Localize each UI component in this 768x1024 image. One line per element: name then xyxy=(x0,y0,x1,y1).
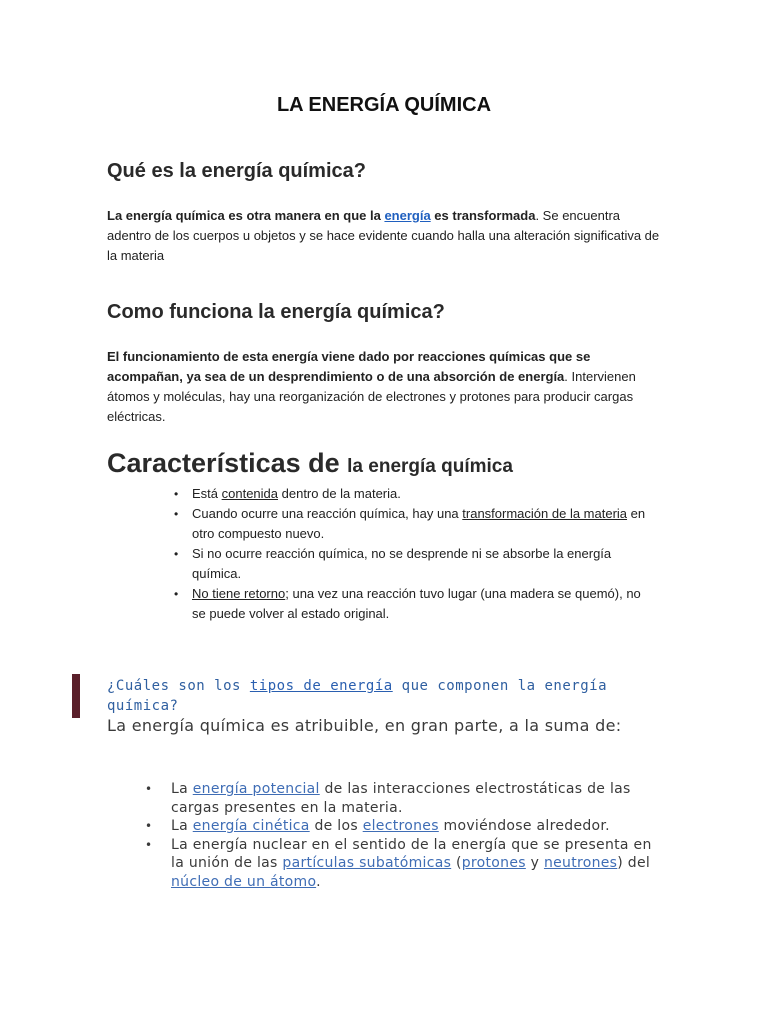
link-energia[interactable]: energía xyxy=(384,208,431,223)
link-protones[interactable]: protones xyxy=(461,855,526,871)
item-text: . xyxy=(316,873,321,890)
paragraph-bold-text: La energía química es otra manera en que la xyxy=(107,208,385,223)
lead-paragraph: La energía química es atribuible, en gran parte, a la suma de: xyxy=(107,716,622,735)
item-text: ; una vez una reacción tuvo lugar (una madera se quemó), no se puede volver al estado original. xyxy=(192,586,641,621)
paragraph-text: . Se encuentra adentro de los cuerpos u objetos y se hace evidente cuando halla una alteración significativa de la materia xyxy=(107,208,660,263)
link-electrones[interactable]: electrones xyxy=(362,818,439,834)
item-text: dentro de la materia. xyxy=(278,486,401,501)
list-item xyxy=(174,504,654,544)
paragraph-que-es xyxy=(107,206,667,266)
link-tipos-de-energia[interactable]: tipos de energía xyxy=(249,678,393,694)
question-text: que componen la energía química? xyxy=(107,678,608,714)
item-underlined-text: No tiene retorno xyxy=(192,586,286,601)
item-text: La xyxy=(171,818,193,834)
item-text: en otro compuesto nuevo. xyxy=(192,506,646,541)
item-text: Está xyxy=(192,486,222,501)
item-underlined-text: transformación de la materia xyxy=(462,506,628,521)
link-neutrones[interactable]: neutrones xyxy=(543,855,618,871)
heading-como-funciona: Como funciona la energía química? xyxy=(107,301,445,323)
item-text: de los xyxy=(309,818,363,834)
heading-big-text: Características de xyxy=(107,448,348,478)
item-text: Si no ocurre reacción química, no se desprende ni se absorbe la energía química. xyxy=(192,546,612,581)
heading-que-es: Qué es la energía química? xyxy=(107,160,366,182)
link-nucleo-de-un-atomo[interactable]: núcleo de un átomo xyxy=(171,873,317,890)
item-text: de las interacciones electrostáticas de las cargas presentes en la materia. xyxy=(171,781,631,816)
item-text: La xyxy=(171,781,193,797)
item-text: ( xyxy=(451,855,462,871)
paragraph-como-funciona xyxy=(107,347,667,427)
list-item xyxy=(145,836,665,892)
paragraph-bold-text: El funcionamiento de esta energía viene dado por reacciones químicas que se acompañan, ya sea de un desprendimiento o de una absorción de energía xyxy=(107,349,591,384)
item-text: ) del xyxy=(617,855,651,871)
item-text: La energía nuclear en el sentido de la energía que se presenta en la unión de las xyxy=(171,836,652,871)
question-text: ¿Cuáles son los xyxy=(107,678,250,694)
quote-bar xyxy=(72,674,80,718)
list-item xyxy=(174,584,654,624)
item-text: moviéndose alrededor. xyxy=(438,818,610,834)
link-particulas-subatomicas[interactable]: partículas subatómicas xyxy=(282,855,452,871)
heading-caracteristicas xyxy=(107,448,513,479)
list-item xyxy=(145,817,665,836)
energy-sum-list xyxy=(145,780,665,891)
list-item xyxy=(174,544,654,584)
heading-small-text: la energía química xyxy=(347,456,513,477)
link-energia-potencial[interactable]: energía potencial xyxy=(192,781,320,797)
caracteristicas-list xyxy=(174,484,654,624)
document-title: LA ENERGÍA QUÍMICA xyxy=(276,94,492,116)
link-energia-cinetica[interactable]: energía cinética xyxy=(192,818,310,834)
item-underlined-text: contenida xyxy=(221,486,279,501)
paragraph-text: . Intervienen átomos y moléculas, hay una reorganización de electrones y protones para producir cargas eléctricas. xyxy=(107,369,636,424)
item-text: y xyxy=(525,855,544,871)
list-item xyxy=(145,780,665,817)
question-heading xyxy=(107,676,647,716)
item-text: Cuando ocurre una reacción química, hay una xyxy=(192,506,463,521)
paragraph-bold-text: es transformada xyxy=(430,208,536,223)
list-item xyxy=(174,484,654,504)
